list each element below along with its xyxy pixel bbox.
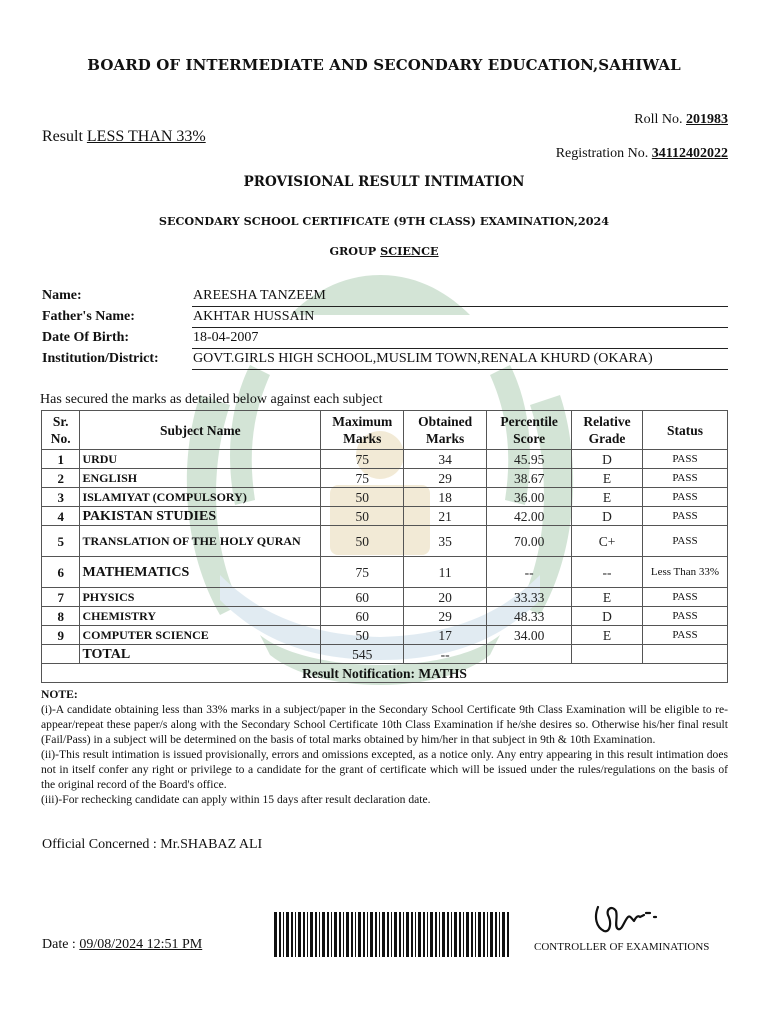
- barcode-bar: [406, 912, 409, 957]
- barcode-bar: [286, 912, 289, 957]
- grade-cell: D: [572, 607, 643, 626]
- percentile-cell: 38.67: [487, 469, 572, 488]
- subject-cell: ENGLISH: [80, 469, 321, 488]
- barcode-bar: [399, 912, 401, 957]
- dob-label: Date Of Birth:: [42, 330, 130, 345]
- subject-cell: PHYSICS: [80, 588, 321, 607]
- barcode-bar: [418, 912, 421, 957]
- barcode-bar: [367, 912, 368, 957]
- result-label: Result: [42, 128, 83, 145]
- note-item: (iii)-For rechecking candidate can apply within 15 days after result declaration date.: [41, 793, 431, 806]
- sr-cell: 7: [42, 588, 80, 607]
- barcode-bar: [502, 912, 505, 957]
- institution-row: [42, 349, 728, 370]
- max-marks-cell: 75: [321, 557, 404, 588]
- grade-cell: D: [572, 450, 643, 469]
- total-status: [642, 645, 727, 664]
- percentile-cell: 48.33: [487, 607, 572, 626]
- status-cell: PASS: [642, 607, 727, 626]
- barcode-bar: [415, 912, 416, 957]
- subject-cell: CHEMISTRY: [80, 607, 321, 626]
- barcode-bar: [471, 912, 473, 957]
- barcode-bar: [343, 912, 344, 957]
- subject-cell: TRANSLATION OF THE HOLY QURAN: [80, 526, 321, 557]
- max-marks-cell: 75: [321, 469, 404, 488]
- barcode-bar: [487, 912, 488, 957]
- table-row: [42, 507, 728, 526]
- table-row: [42, 488, 728, 507]
- header-max: Maximum Marks: [321, 411, 404, 450]
- header-sr: Sr. No.: [42, 411, 80, 450]
- barcode-bar: [478, 912, 481, 957]
- result-notification: Result Notification: MATHS: [42, 664, 728, 683]
- subject-cell: MATHEMATICS: [80, 557, 321, 588]
- sr-cell: 2: [42, 469, 80, 488]
- subject-cell: URDU: [80, 450, 321, 469]
- obtained-marks-cell: 29: [404, 607, 487, 626]
- barcode-bar: [279, 912, 281, 957]
- table-row: [42, 557, 728, 588]
- status-cell: PASS: [642, 488, 727, 507]
- roll-value: 201983: [686, 112, 728, 127]
- note-title: NOTE:: [41, 688, 78, 701]
- result-value: LESS THAN 33%: [86, 128, 206, 145]
- result-summary: [42, 128, 206, 146]
- father-name-label: Father's Name:: [42, 309, 135, 324]
- total-obtained: --: [404, 645, 487, 664]
- registration-value: 34112402022: [651, 146, 728, 161]
- barcode-bar: [459, 912, 461, 957]
- barcode-bar: [447, 912, 449, 957]
- sr-cell: 4: [42, 507, 80, 526]
- name-row: [42, 286, 728, 307]
- barcode-bar: [331, 912, 332, 957]
- note-item: (ii)-This result intimation is issued provisionally, errors and omissions excepted, as a notice only. Any entry appearing in this result intimation does not in itself confer any right or privilege to a candidate for the grant of certificate which will be issued under the rules/regulations on the basis of the original record of the Board's office.: [41, 748, 728, 791]
- barcode-bar: [391, 912, 392, 957]
- header-status: Status: [642, 411, 727, 450]
- barcode-bar: [315, 912, 317, 957]
- table-row: [42, 526, 728, 557]
- barcode-bar: [423, 912, 425, 957]
- registration-label: Registration No.: [555, 146, 649, 161]
- barcode-bar: [466, 912, 469, 957]
- max-marks-cell: 50: [321, 626, 404, 645]
- sr-cell: 9: [42, 626, 80, 645]
- table-row: [42, 450, 728, 469]
- max-marks-cell: 75: [321, 450, 404, 469]
- percentile-cell: 45.95: [487, 450, 572, 469]
- percentile-cell: 42.00: [487, 507, 572, 526]
- sr-cell: 5: [42, 526, 80, 557]
- barcode-bar: [370, 912, 373, 957]
- obtained-marks-cell: 34: [404, 450, 487, 469]
- barcode-bar: [454, 912, 457, 957]
- barcode-bar: [507, 912, 509, 957]
- obtained-marks-cell: 11: [404, 557, 487, 588]
- total-percentile: [487, 645, 572, 664]
- barcode-bar: [435, 912, 437, 957]
- father-name-row: [42, 307, 728, 328]
- barcode-bar: [355, 912, 356, 957]
- sr-cell: 6: [42, 557, 80, 588]
- total-row: [42, 645, 728, 664]
- issue-date: [42, 937, 202, 953]
- grade-cell: E: [572, 488, 643, 507]
- barcode-bar: [307, 912, 308, 957]
- barcode-image: [272, 912, 512, 957]
- note-section: [41, 687, 728, 807]
- max-marks-cell: 50: [321, 488, 404, 507]
- group-label: GROUP: [329, 244, 377, 258]
- barcode-bar: [382, 912, 385, 957]
- barcode-bar: [351, 912, 353, 957]
- date-label: Date :: [42, 937, 76, 952]
- marks-table: [41, 410, 728, 683]
- exam-title: SECONDARY SCHOOL CERTIFICATE (9TH CLASS) EXAMINATION,2024: [158, 214, 610, 228]
- barcode-bar: [387, 912, 389, 957]
- name-label: Name:: [42, 288, 82, 303]
- percentile-cell: 36.00: [487, 488, 572, 507]
- barcode-bar: [283, 912, 284, 957]
- subject-cell: ISLAMIYAT (COMPULSORY): [80, 488, 321, 507]
- subject-cell: PAKISTAN STUDIES: [80, 507, 321, 526]
- barcode-bar: [499, 912, 500, 957]
- status-cell: PASS: [642, 469, 727, 488]
- note-item: (i)-A candidate obtaining less than 33% marks in a subject/paper in the Secondary School Certificate 9th Class Examination will be eligible to re-appear/repeat these paper/s along with the Secondary School Certificate 10th Class Examination if he/she desires so. Otherwise his/her final result (Fail/Pass) in a subject will be determined on the basis of total marks obtained by him/her in that subject in 9th & 10th Examination.: [41, 703, 728, 746]
- barcode-bar: [483, 912, 485, 957]
- total-sr: [42, 645, 80, 664]
- date-value: 09/08/2024 12:51 PM: [79, 937, 203, 952]
- barcode-bar: [463, 912, 464, 957]
- max-marks-cell: 60: [321, 607, 404, 626]
- institution-value: GOVT.GIRLS HIGH SCHOOL,MUSLIM TOWN,RENALA KHURD (OKARA): [192, 349, 728, 370]
- institution-label: Institution/District:: [42, 351, 159, 366]
- barcode-bar: [303, 912, 305, 957]
- barcode-bar: [394, 912, 397, 957]
- barcode-bar: [363, 912, 365, 957]
- dob-value: 18-04-2007: [192, 328, 728, 349]
- table-row: [42, 607, 728, 626]
- status-cell: PASS: [642, 450, 727, 469]
- secured-text: Has secured the marks as detailed below against each subject: [40, 392, 383, 407]
- header-obtained: Obtained Marks: [404, 411, 487, 450]
- barcode-bar: [495, 912, 497, 957]
- barcode-bar: [339, 912, 341, 957]
- obtained-marks-cell: 18: [404, 488, 487, 507]
- barcode-bar: [310, 912, 313, 957]
- barcode-bar: [427, 912, 428, 957]
- status-cell: PASS: [642, 588, 727, 607]
- board-title: BOARD OF INTERMEDIATE AND SECONDARY EDUCATION,SAHIWAL: [87, 56, 681, 74]
- barcode-bar: [430, 912, 433, 957]
- grade-cell: E: [572, 588, 643, 607]
- dob-row: [42, 328, 728, 349]
- table-header-row: [42, 411, 728, 450]
- percentile-cell: 33.33: [487, 588, 572, 607]
- percentile-cell: 34.00: [487, 626, 572, 645]
- grade-cell: E: [572, 626, 643, 645]
- barcode-bar: [358, 912, 361, 957]
- header-grade: Relative Grade: [572, 411, 643, 450]
- registration-number: [556, 146, 728, 162]
- barcode-bar: [375, 912, 377, 957]
- group-value: SCIENCE: [380, 244, 439, 258]
- barcode-bar: [411, 912, 413, 957]
- provisional-title: PROVISIONAL RESULT INTIMATION: [243, 174, 525, 190]
- barcode-bar: [403, 912, 404, 957]
- table-row: [42, 588, 728, 607]
- roll-number: [634, 112, 728, 128]
- grade-cell: D: [572, 507, 643, 526]
- table-row: [42, 469, 728, 488]
- header-subject: Subject Name: [80, 411, 321, 450]
- status-cell: Less Than 33%: [642, 557, 727, 588]
- barcode-bar: [442, 912, 445, 957]
- controller-title: CONTROLLER OF EXAMINATIONS: [534, 941, 710, 953]
- barcode-bar: [379, 912, 380, 957]
- obtained-marks-cell: 20: [404, 588, 487, 607]
- sr-cell: 3: [42, 488, 80, 507]
- controller-signature: [588, 893, 664, 939]
- barcode-bar: [291, 912, 293, 957]
- percentile-cell: 70.00: [487, 526, 572, 557]
- table-row: [42, 626, 728, 645]
- barcode-bar: [439, 912, 440, 957]
- obtained-marks-cell: 29: [404, 469, 487, 488]
- barcode-bar: [295, 912, 296, 957]
- grade-cell: --: [572, 557, 643, 588]
- barcode-bar: [274, 912, 277, 957]
- barcode-bar: [451, 912, 452, 957]
- max-marks-cell: 60: [321, 588, 404, 607]
- total-grade: [572, 645, 643, 664]
- total-label: TOTAL: [80, 645, 321, 664]
- barcode-bar: [490, 912, 493, 957]
- sr-cell: 8: [42, 607, 80, 626]
- name-value: AREESHA TANZEEM: [192, 286, 728, 307]
- subject-cell: COMPUTER SCIENCE: [80, 626, 321, 645]
- barcode-bar: [346, 912, 349, 957]
- obtained-marks-cell: 21: [404, 507, 487, 526]
- group-line: [0, 244, 768, 258]
- obtained-marks-cell: 35: [404, 526, 487, 557]
- max-marks-cell: 50: [321, 507, 404, 526]
- roll-label: Roll No.: [634, 112, 683, 127]
- grade-cell: E: [572, 469, 643, 488]
- max-marks-cell: 50: [321, 526, 404, 557]
- official-concerned: Official Concerned : Mr.SHABAZ ALI: [42, 837, 263, 852]
- notification-row: [42, 664, 728, 683]
- percentile-cell: --: [487, 557, 572, 588]
- status-cell: PASS: [642, 507, 727, 526]
- header-percentile: Percentile Score: [487, 411, 572, 450]
- total-max: 545: [321, 645, 404, 664]
- barcode-bar: [327, 912, 329, 957]
- obtained-marks-cell: 17: [404, 626, 487, 645]
- sr-cell: 1: [42, 450, 80, 469]
- status-cell: PASS: [642, 626, 727, 645]
- barcode-bar: [319, 912, 320, 957]
- status-cell: PASS: [642, 526, 727, 557]
- grade-cell: C+: [572, 526, 643, 557]
- barcode-bar: [322, 912, 325, 957]
- father-name-value: AKHTAR HUSSAIN: [192, 307, 728, 328]
- barcode-bar: [475, 912, 476, 957]
- barcode-bar: [298, 912, 301, 957]
- barcode-bar: [334, 912, 337, 957]
